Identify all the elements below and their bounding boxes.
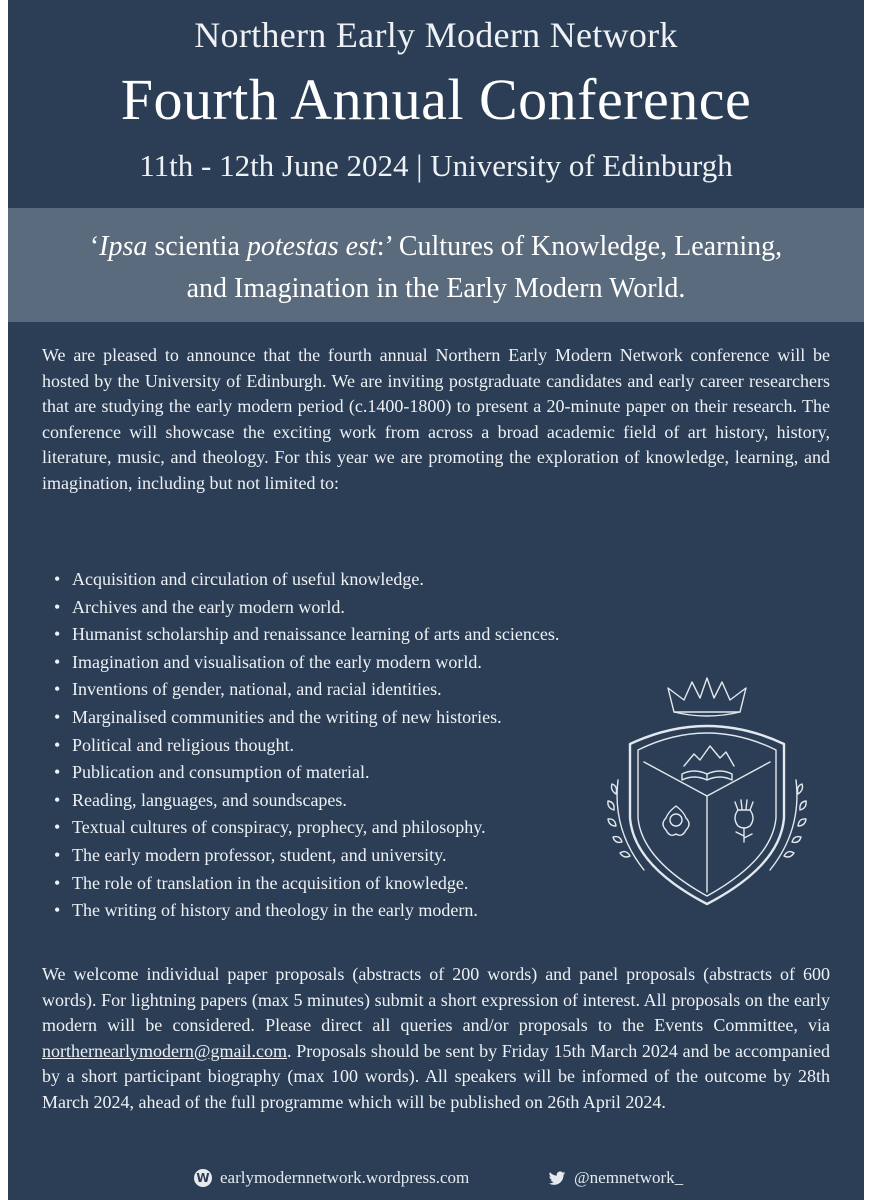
list-item: • Inventions of gender, national, and racial identities. (52, 676, 559, 704)
theme-line2: and Imagination in the Early Modern World. (186, 273, 686, 304)
list-item: • The early modern professor, student, and university. (52, 842, 559, 870)
theme-latin-scientia: scientia (147, 231, 247, 262)
wordpress-icon: W (194, 1169, 212, 1187)
conference-poster (8, 0, 864, 1200)
list-item: • Publication and consumption of material. (52, 759, 559, 787)
list-item: • The writing of history and theology in the early modern. (52, 897, 559, 925)
theme-quote-close: :’ (376, 231, 392, 262)
crest-emblem-icon (604, 670, 810, 910)
theme-latin-potestas: potestas est (246, 231, 377, 262)
theme-band (8, 208, 864, 322)
website-url: earlymodernnetwork.wordpress.com (220, 1168, 470, 1187)
submission-text-start: We welcome individual paper proposals (abstracts of 200 words) and panel proposals (abstracts of 600 words). For lightning papers (max 5 minutes) submit a short expression of interest. All proposals on the early modern will be considered. Please direct all queries and/or proposals to the Events Committee, via (42, 964, 830, 1035)
list-item: • Textual cultures of conspiracy, prophecy, and philosophy. (52, 814, 559, 842)
list-item: • Marginalised communities and the writing of new histories. (52, 704, 559, 732)
submission-text-end: . Proposals should be sent by Friday 15th March 2024 and be accompanied by a short participant biography (max 100 words). All speakers will be informed of the outcome by 28th March 2024, ahead of the full programme which will be published on 26th April 2024. (42, 1040, 830, 1112)
email-link[interactable]: northernearlymodern@gmail.com (42, 1040, 287, 1061)
list-item: • The role of translation in the acquisition of knowledge. (52, 870, 559, 898)
theme-latin-ipsa: Ipsa (99, 231, 148, 262)
submission-paragraph (42, 962, 830, 1115)
footer (8, 1168, 864, 1194)
topic-list (52, 566, 559, 925)
theme-quote-open: ‘ (89, 231, 100, 262)
list-item: • Imagination and visualisation of the early modern world. (52, 649, 559, 677)
list-item: • Humanist scholarship and renaissance learning of arts and sciences. (52, 621, 559, 649)
list-item: • Political and religious thought. (52, 732, 559, 760)
theme-title (28, 226, 844, 310)
intro-paragraph: We are pleased to announce that the fourth annual Northern Early Modern Network conference will be hosted by the University of Edinburgh. We are inviting postgraduate candidates and early career researchers that are studying the early modern period (c.1400-1800) to present a 20-minute paper on their research. The conference will showcase the exciting work from across a broad academic field of art history, history, literature, music, and theology. For this year we are promoting the exploration of knowledge, learning, and imagination, including but not limited to: (42, 345, 830, 493)
list-item: • Archives and the early modern world. (52, 594, 559, 622)
website-link[interactable] (194, 1168, 469, 1188)
twitter-handle: @nemnetwork_ (574, 1168, 684, 1187)
twitter-link[interactable] (548, 1168, 683, 1188)
twitter-bird-icon (548, 1169, 566, 1187)
date-location: 11th - 12th June 2024 | University of Edinburgh (139, 148, 733, 183)
list-item: • Acquisition and circulation of useful knowledge. (52, 566, 559, 594)
conference-title: Fourth Annual Conference (120, 67, 752, 132)
network-name: Northern Early Modern Network (194, 15, 678, 55)
list-item: • Reading, languages, and soundscapes. (52, 787, 559, 815)
theme-line1-rest: Cultures of Knowledge, Learning, (391, 231, 783, 262)
